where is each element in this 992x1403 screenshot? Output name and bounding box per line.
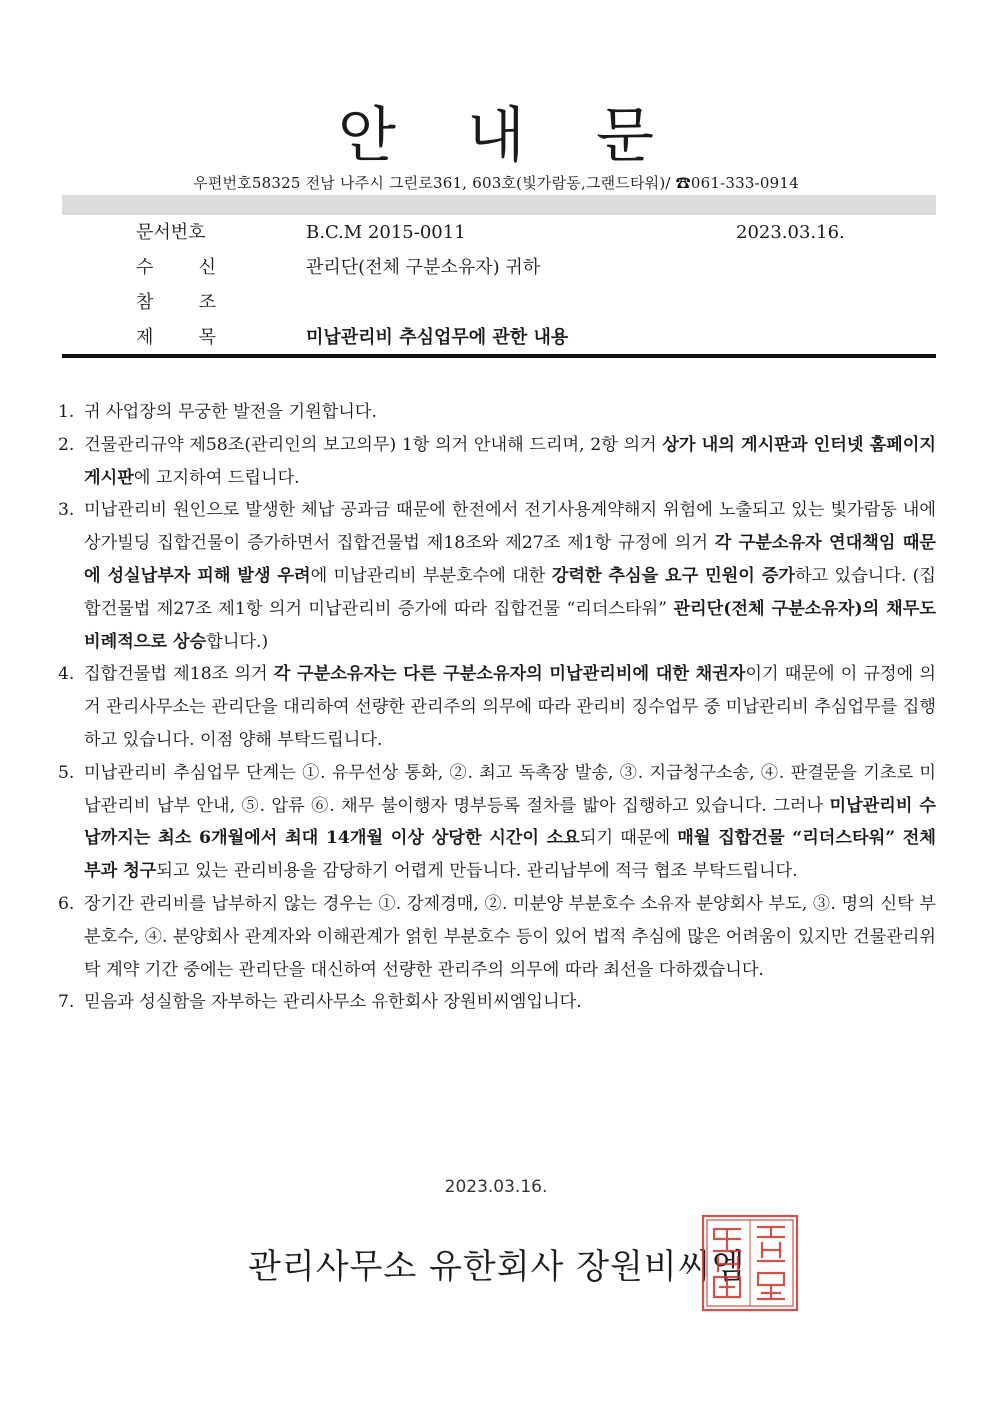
emphasis-text: 각 구분소유자는 다른 구분소유자의 미납관리비에 대한 채권자: [273, 664, 746, 685]
recipient-label: [136, 253, 216, 283]
list-item-number: 1.: [58, 402, 75, 422]
emphasis-text: 매월 집합건물 “리더스타워” 전체 부과 청구: [84, 828, 936, 882]
emphasis-text: 각 구분소유자 연대책임 때문에 성실납부자 피해 발생 우려: [84, 533, 936, 586]
body-text-run: 미납관리비 추심업무 단계는 ①. 유무선상 통화, ②. 최고 독촉장 발송, ③. 지급청구소송, ④. 판결문을 기초로 미납관리비 납부 안내, ⑤. 압류 ⑥. 채무 불이행자 명부등록 절차를 밟아 집행하고 있습니다. 그러나: [84, 762, 936, 816]
doc-date: 2023.03.16.: [736, 222, 845, 243]
body-text-run: 이기 때문에 이 규정에 의거 관리사무소는 관리단을 대리하여 선량한 관리주의 의무에 따라 관리비 징수업무 중 미납관리비 추심업무를 집행하고 있습니다. 이점 양해 부탁드립니다.: [84, 664, 936, 750]
list-item-number: 3.: [58, 500, 75, 521]
body-text-run: 합니다.): [206, 631, 269, 652]
emphasis-text: 미납관리비 수납까지는 최소 6개월에서 최대 14개월 이상 상당한 시간이 소요: [84, 795, 936, 849]
list-item: [58, 396, 936, 429]
recipient-value: 관리단(전체 구분소유자) 귀하: [306, 257, 541, 278]
list-item-text: [84, 888, 936, 986]
list-item-text: [84, 396, 936, 429]
reference-label: [136, 288, 216, 318]
list-item-number: 4.: [58, 664, 75, 685]
signature: 관리사무소 유한회사 장원비씨엠: [248, 1247, 746, 1287]
body-text-run: 귀 사업장의 무궁한 발전을 기원합니다.: [84, 402, 377, 422]
subject-value: 미납관리비 추심업무에 관한 내용: [306, 327, 569, 348]
recipient-label-char-1: 수: [136, 257, 154, 278]
header-rule: [62, 354, 936, 358]
emphasis-text: 상가 내의 게시판과 인터넷 홈페이지 게시판: [84, 434, 936, 488]
body-text: [58, 396, 936, 1019]
body-text-run: 미납관리비 원인으로 발생한 체납 공과금 때문에 한전에서 전기사용계약해지 위험에 노출되고 있는 빛가람동 내에 상가빌딩 집합건물이 증가하면서 집합건물법 제18조와 제27조 제1항 규정에 의거: [84, 500, 936, 554]
list-item: [58, 658, 936, 756]
subject-label-char-2: 목: [198, 327, 216, 348]
body-text-run: 에 미납관리비 부분호수에 대한: [310, 565, 552, 586]
list-item-text: [84, 757, 936, 888]
body-text-run: 되고 있는 관리비용을 감당하기 어렵게 만듭니다. 관리납부에 적극 협조 부탁드립니다.: [156, 861, 798, 882]
list-item: [58, 888, 936, 986]
subject-label: [136, 323, 216, 353]
reference-label-char-2: 조: [198, 292, 216, 313]
list-item-number: 6.: [58, 893, 75, 914]
header-band: [62, 195, 936, 215]
list-item: [58, 429, 936, 495]
doc-number-value: B.C.M 2015-0011: [306, 222, 466, 243]
emphasis-text: 관리단(전체 구분소유자)의 채무도 비례적으로 상승: [84, 598, 936, 652]
list-item-number: 7.: [58, 992, 75, 1013]
meta-row-subject: [0, 323, 992, 353]
body-text-run: 장기간 관리비를 납부하지 않는 경우는 ①. 강제경매, ②. 미분양 부분호수 소유자 분양회사 부도, ③. 명의 신탁 부분호수, ④. 분양회사 관계자와 이해관계가 얽힌 부분호수 등이 있어 법적 추심에 많은 어려움이 있지만 건물관리위탁 계약 기간 중에는 관리단을 대신하여 선량한 관리주의 의무에 따라 최선을 다하겠습니다.: [84, 893, 936, 980]
subject-label-char-1: 제: [136, 327, 154, 348]
document-title: 안 내 문: [337, 101, 681, 171]
footer-date: 2023.03.16.: [444, 1177, 548, 1197]
doc-number-label: 문서번호: [136, 222, 206, 243]
list-item-number: 5.: [58, 762, 75, 783]
meta-row-doc-number: [0, 218, 992, 248]
body-text-run: 건물관리규약 제58조(관리인의 보고의무) 1항 의거 안내해 드리며, 2항 의거: [84, 434, 663, 455]
list-item-text: [84, 494, 936, 658]
list-item-number: 2.: [58, 434, 75, 455]
meta-row-recipient: [0, 253, 992, 283]
list-item: [58, 986, 936, 1019]
list-item-text: [84, 658, 936, 756]
recipient-label-char-2: 신: [198, 257, 216, 278]
meta-row-reference: [0, 288, 992, 318]
body-text-run: 하고 있습니다. (집합건물법 제27조 제1항 의거 미납관리비 증가에 따라 집합건물 “리더스타워”: [84, 565, 936, 619]
body-text-run: 믿음과 성실함을 자부하는 관리사무소 유한회사 장원비씨엠입니다.: [84, 992, 582, 1013]
company-seal-icon: [700, 1213, 800, 1313]
address-line: 우편번호58325 전남 나주시 그린로361, 603호(빛가람동,그랜드타워)/ ☎061-333-0914: [193, 174, 799, 192]
list-item-text: [84, 429, 936, 495]
list-item: [58, 757, 936, 888]
list-item-text: [84, 986, 936, 1019]
list-item: [58, 494, 936, 658]
body-text-run: 되기 때문에: [579, 828, 678, 849]
body-text-run: 집합건물법 제18조 의거: [84, 664, 274, 685]
emphasis-text: 강력한 추심을 요구 민원이 증가: [551, 565, 795, 586]
body-text-run: 에 고지하여 드립니다.: [133, 467, 300, 488]
reference-label-char-1: 참: [136, 292, 154, 313]
